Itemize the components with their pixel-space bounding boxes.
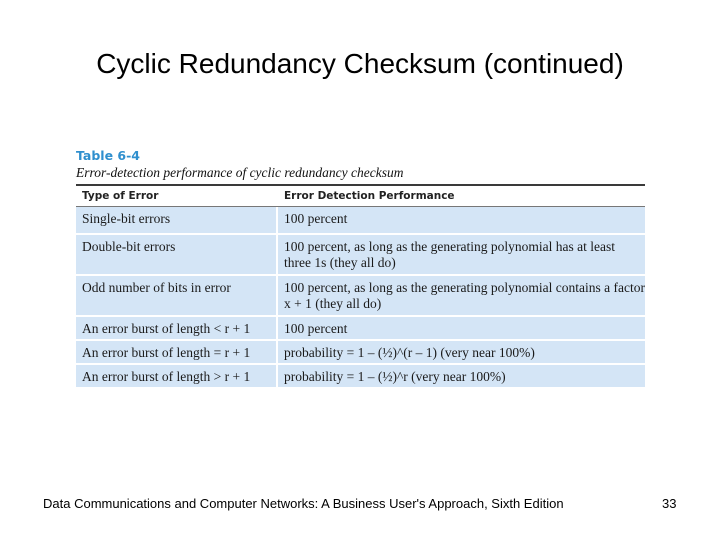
table-header-row: [76, 186, 645, 206]
row-performance: 100 percent, as long as the generating polynomial contains a factor x + 1 (they all do): [284, 280, 646, 311]
row-error-type: Odd number of bits in error: [76, 276, 278, 315]
slide-title: Cyclic Redundancy Checksum (continued): [96, 48, 624, 79]
row-error-type: Single-bit errors: [76, 207, 278, 233]
header-type-of-error: Type of Error: [82, 190, 159, 202]
table-row: [76, 207, 645, 235]
table-row: [76, 365, 645, 389]
table-row: [76, 317, 645, 341]
row-performance: 100 percent: [284, 321, 348, 336]
row-error-type: An error burst of length > r + 1: [76, 365, 278, 387]
row-performance: 100 percent, as long as the generating polynomial has at least three 1s (they all do): [284, 239, 616, 270]
table-caption: Error-detection performance of cyclic redundancy checksum: [76, 165, 404, 180]
table-row: [76, 341, 645, 365]
table-number: Table 6-4: [76, 148, 140, 163]
row-error-type: An error burst of length < r + 1: [76, 317, 278, 339]
slide-footer: Data Communications and Computer Networks: A Business User's Approach, Sixth Edition: [43, 496, 564, 511]
page-number: 33: [662, 496, 677, 511]
row-performance: 100 percent: [284, 211, 348, 226]
error-detection-table: [76, 148, 645, 389]
table-row: [76, 276, 645, 317]
header-error-detection-performance: Error Detection Performance: [284, 190, 455, 202]
row-performance: probability = 1 – (½)^r (very near 100%): [284, 369, 506, 384]
row-error-type: An error burst of length = r + 1: [76, 341, 278, 363]
row-error-type: Double-bit errors: [76, 235, 278, 274]
table-row: [76, 235, 645, 276]
row-performance: probability = 1 – (½)^(r – 1) (very near 100%): [284, 345, 535, 360]
